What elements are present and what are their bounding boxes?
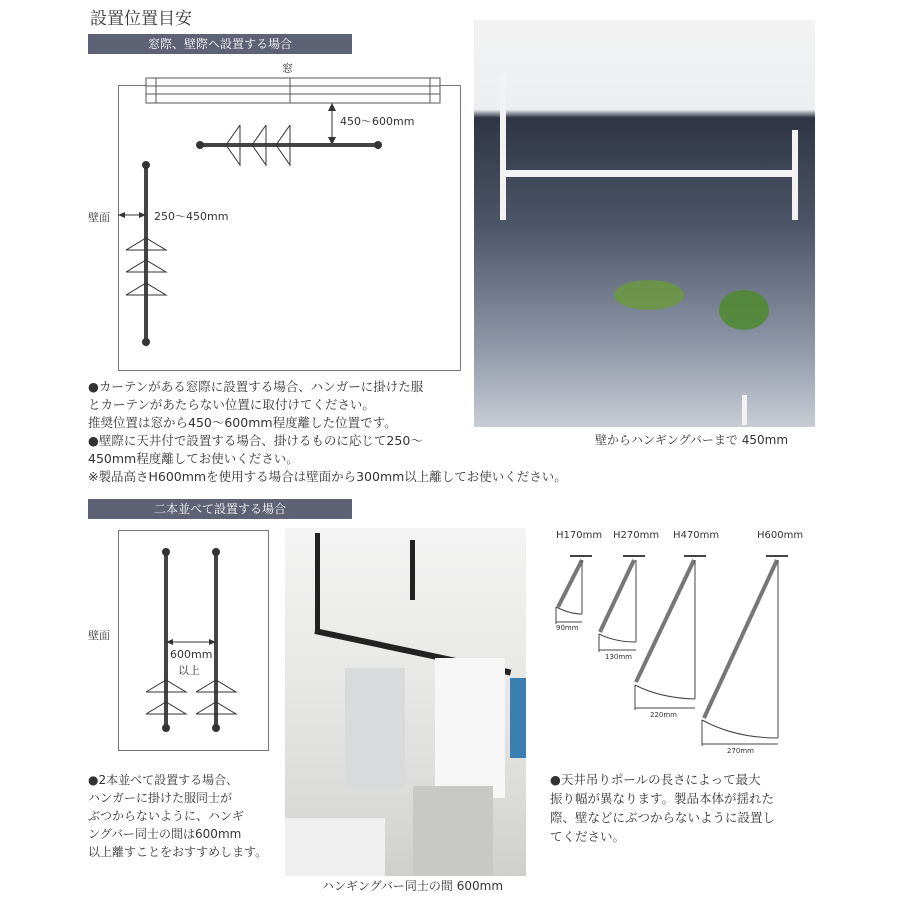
photo1-caption: 壁からハンギングバーまで 450mm — [595, 433, 789, 447]
height-label-270: H270mm — [613, 530, 660, 541]
wall-label-2: 壁面 — [88, 629, 110, 642]
section2-description: ●2本並べて設置する場合、 ハンガーに掛けた服同士が ぶつからないように、ハンギ ングバー同士の間は600mm 以上離すことをおすすめします。 — [88, 773, 268, 859]
section-header-window-wall: 窓際、壁際へ設置する場合 — [88, 34, 352, 54]
spacing-label: 600mm — [170, 648, 213, 661]
section1-description: ●カーテンがある窓際に設置する場合、ハンガーに掛けた服 とカーテンがあたらない位置に取付けてください。 推奨位置は窓から450〜600mm程度離した位置です。 ●壁際に天井付で設置する場合、掛けるものに応じて250〜 450mm程度離してお使いください。 ※製品高さH600mmを使用する場合は壁面から300mm以上離してお使いください。 — [88, 379, 567, 484]
photo2-caption: ハンギングバー同士の間 600mm — [322, 879, 504, 893]
spacing-sublabel: 以上 — [178, 664, 200, 677]
wall-label: 壁面 — [88, 211, 110, 224]
window-distance-label: 450〜600mm — [340, 115, 415, 128]
swing-label-220: 220mm — [650, 711, 677, 719]
swing-label-90: 90mm — [556, 624, 579, 632]
wall-distance-label: 250〜450mm — [154, 210, 229, 223]
window-label: 窓 — [282, 62, 293, 75]
page-title: 設置位置目安 — [90, 9, 192, 29]
height-label-170: H170mm — [556, 530, 603, 541]
height-label-600: H600mm — [757, 530, 804, 541]
swing-description: ●天井吊りポールの長さによって最大 振り幅が異なります。製品本体が揺れた 際、壁などにぶつからないように設置し てください。 — [550, 772, 776, 844]
swing-label-270: 270mm — [727, 747, 754, 755]
section-header-two-bars: 二本並べて設置する場合 — [88, 499, 352, 519]
swing-label-130: 130mm — [605, 653, 632, 661]
height-label-470: H470mm — [673, 530, 720, 541]
